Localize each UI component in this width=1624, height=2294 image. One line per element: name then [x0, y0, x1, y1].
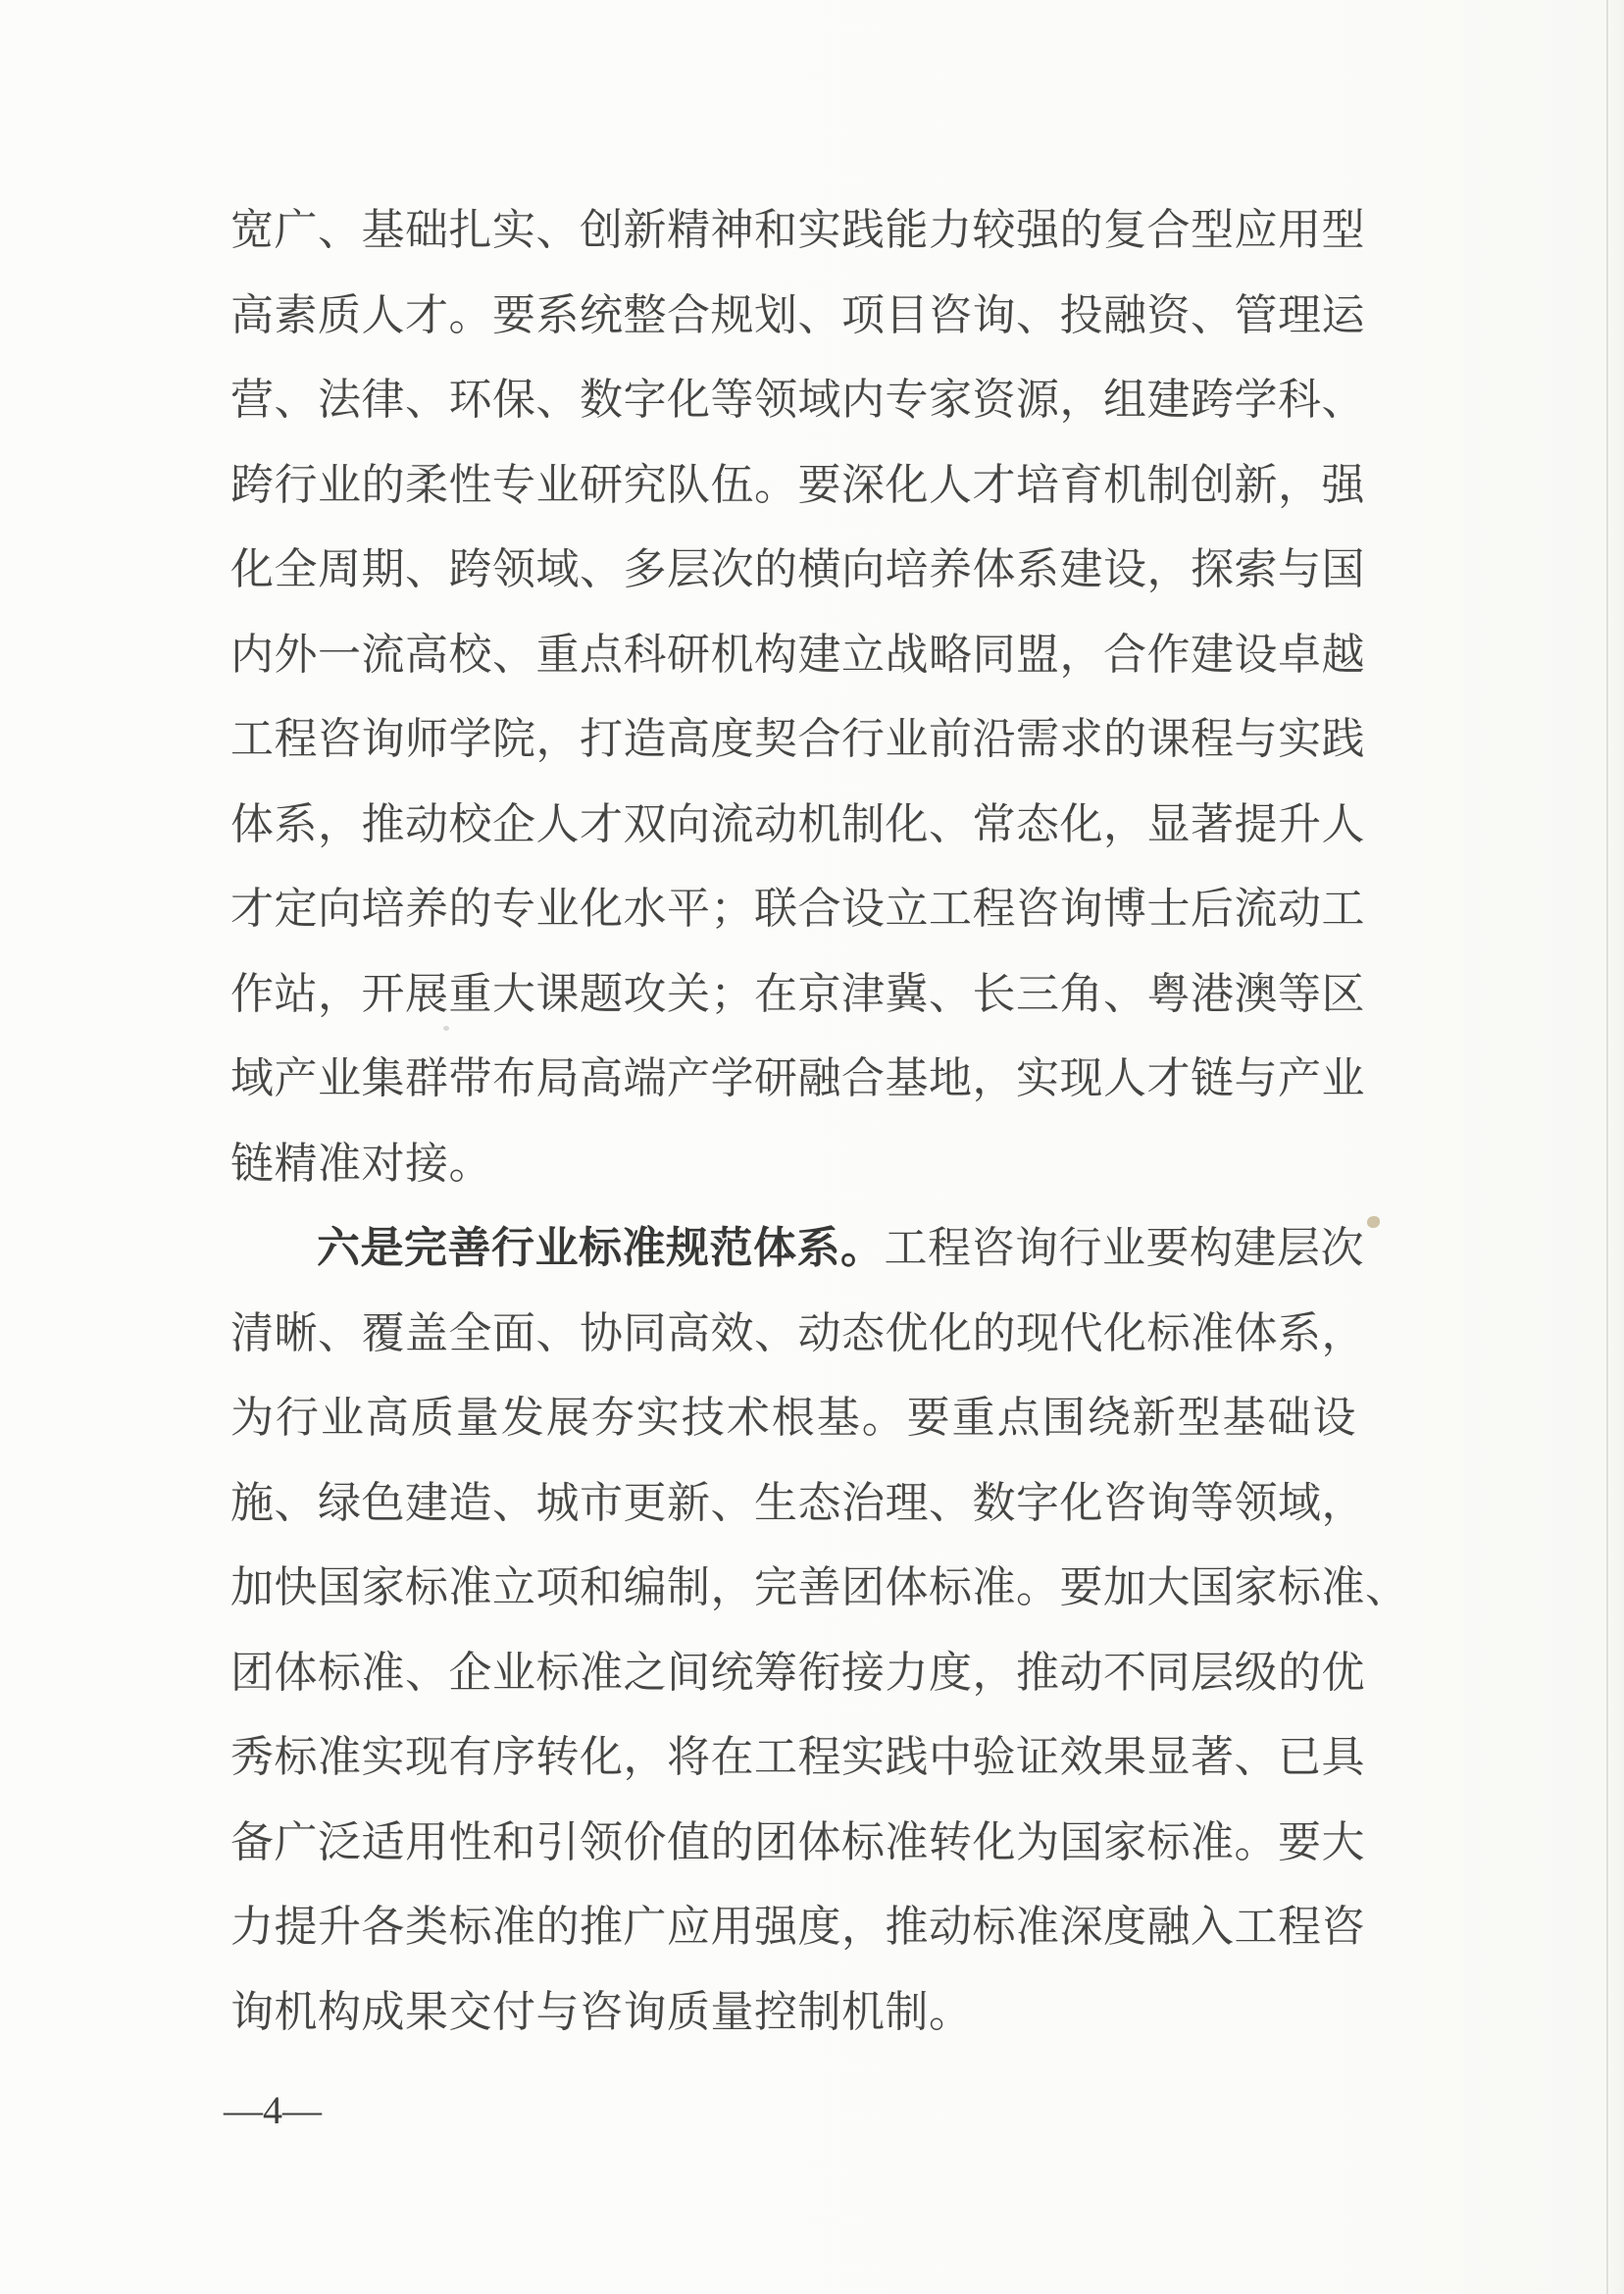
- text-line-paragraph-end: 询机构成果交付与咨询质量控制机制。: [230, 1987, 973, 2036]
- paper-stain-speck: [1367, 1216, 1380, 1228]
- section-heading-bold: 六是完善行业标准规范体系。: [317, 1224, 885, 1272]
- page-number: —4—: [224, 2088, 322, 2132]
- text-line: 为行业高质量发展夯实技术根基。要重点围绕新型基础设: [230, 1394, 1356, 1442]
- paper-dust-speck: [443, 1026, 449, 1031]
- text-line: 秀标准实现有序转化，将在工程实践中验证效果显著、已具: [230, 1733, 1365, 1781]
- text-line: 跨行业的柔性专业研究队伍。要深化人才培育机制创新，强: [230, 460, 1365, 509]
- text-line: 体系，推动校企人才双向流动机制化、常态化，显著提升人: [230, 799, 1365, 848]
- text-line: 营、法律、环保、数字化等领域内专家资源，组建跨学科、: [230, 376, 1365, 424]
- text-line: 力提升各类标准的推广应用强度，推动标准深度融入工程咨: [230, 1903, 1365, 1951]
- text-line: 团体标准、企业标准之间统筹衔接力度，推动不同层级的优: [230, 1648, 1365, 1697]
- text-line: 高素质人才。要系统整合规划、项目咨询、投融资、管理运: [230, 290, 1365, 339]
- scan-edge-artifact: [1606, 0, 1608, 2294]
- text-line: 备广泛适用性和引领价值的团体标准转化为国家标准。要大: [230, 1817, 1365, 1866]
- text-line: 加快国家标准立项和编制，完善团体标准。要加大国家标准、: [230, 1563, 1409, 1611]
- text-line: 宽广、基础扎实、创新精神和实践能力较强的复合型应用型: [230, 206, 1365, 254]
- text-line: 域产业集群带布局高端产学研融合基地，实现人才链与产业: [230, 1054, 1365, 1102]
- document-text-block: [230, 188, 1409, 2055]
- text-line-section-heading: [230, 1206, 1364, 1292]
- section-heading-continuation: 工程咨询行业要构建层次: [884, 1224, 1364, 1272]
- text-line: 才定向培养的专业化水平；联合设立工程咨询博士后流动工: [230, 885, 1365, 933]
- text-line: 化全周期、跨领域、多层次的横向培养体系建设，探索与国: [230, 545, 1365, 593]
- text-line-paragraph-end: 链精准对接。: [230, 1139, 492, 1188]
- text-line: 内外一流高校、重点科研机构建立战略同盟，合作建设卓越: [230, 630, 1365, 679]
- text-line: 清晰、覆盖全面、协同高效、动态优化的现代化标准体系，: [230, 1308, 1365, 1357]
- text-line: 工程咨询师学院，打造高度契合行业前沿需求的课程与实践: [230, 715, 1365, 763]
- text-line: 作站，开展重大课题攻关；在京津冀、长三角、粤港澳等区: [230, 969, 1365, 1018]
- text-line: 施、绿色建造、城市更新、生态治理、数字化咨询等领域，: [230, 1478, 1365, 1527]
